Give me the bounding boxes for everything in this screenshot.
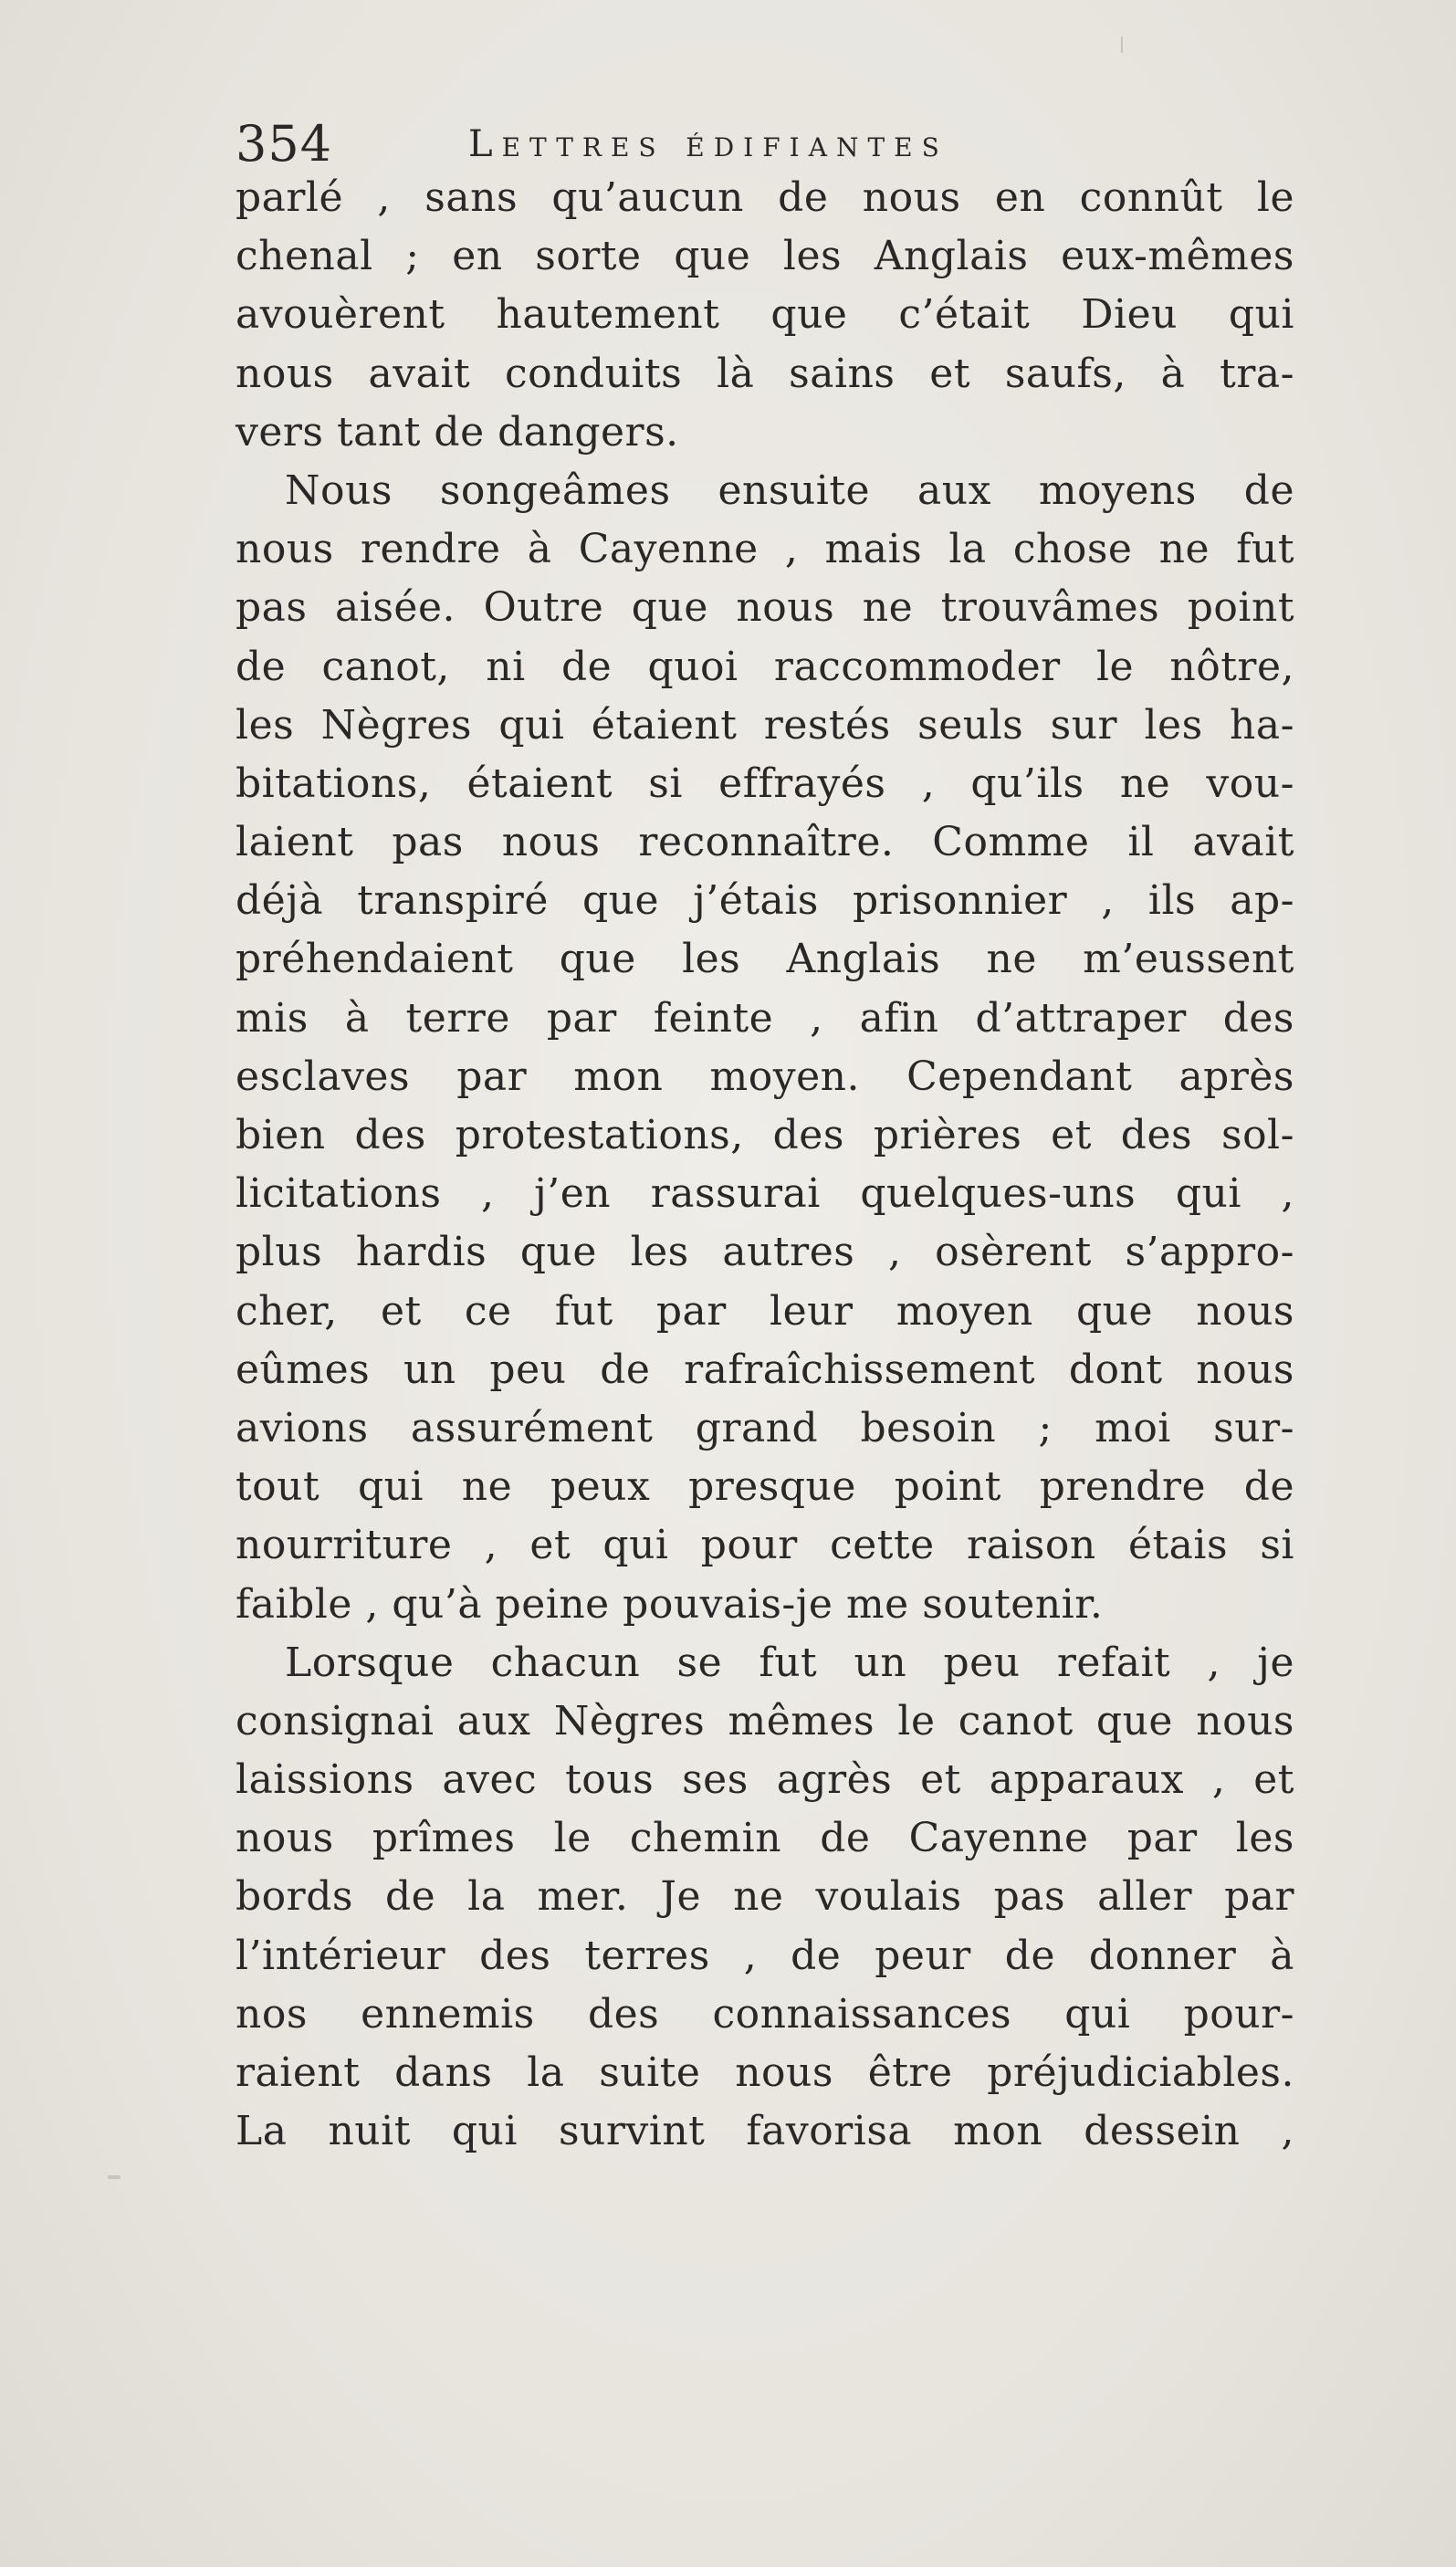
text-line: de canot, ni de quoi raccommoder le nôtre, (236, 643, 1294, 690)
text-line: bien des protestations, des prières et des sol- (236, 1112, 1294, 1158)
text-line: laissions avec tous ses agrès et apparaux , et (236, 1756, 1294, 1804)
text-line: nourriture , et qui pour cette raison étais si (236, 1522, 1294, 1569)
text-line: consignai aux Nègres mêmes le canot que nous (236, 1697, 1294, 1745)
text-line: laient pas nous reconnaître. Comme il avait (236, 819, 1294, 866)
page-speck (1121, 37, 1123, 53)
page-speck (108, 2175, 120, 2179)
body-text (236, 169, 1294, 2161)
text-line: avouèrent hautement que c’était Dieu qui (236, 291, 1294, 339)
text-line: l’intérieur des terres , de peur de donner à (236, 1932, 1294, 1979)
text-line: tout qui ne peux presque point prendre de (236, 1463, 1294, 1511)
text-line: La nuit qui survint favorisa mon dessein , (236, 2108, 1294, 2155)
text-line: préhendaient que les Anglais ne m’eussent (236, 936, 1294, 983)
text-line: plus hardis que les autres , osèrent s’appro- (236, 1229, 1294, 1276)
text-line: bitations, étaient si effrayés , qu’ils ne vou- (236, 760, 1294, 807)
paragraph-first-line: Lorsque chacun se fut un peu refait , je (285, 1639, 1294, 1686)
text-line: faible , qu’à peine pouvais-je me soutenir. (236, 1580, 1104, 1628)
text-line: les Nègres qui étaient restés seuls sur les ha- (236, 701, 1294, 749)
text-line: nous prîmes le chemin de Cayenne par les (236, 1815, 1294, 1862)
text-line: raient dans la suite nous être préjudiciables. (236, 2049, 1294, 2096)
paragraph-first-line: Nous songeâmes ensuite aux moyens de (285, 466, 1294, 514)
text-line: cher, et ce fut par leur moyen que nous (236, 1287, 1294, 1335)
text-line: licitations , j’en rassurai quelques-uns qui , (236, 1170, 1294, 1218)
text-line: nos ennemis des connaissances qui pour- (236, 1990, 1294, 2038)
text-line: eûmes un peu de rafraîchissement dont nous (236, 1346, 1294, 1393)
text-line: chenal ; en sorte que les Anglais eux-mêmes (236, 233, 1294, 280)
text-line: bords de la mer. Je ne voulais pas aller par (236, 1873, 1294, 1921)
text-line: nous rendre à Cayenne , mais la chose ne fut (236, 526, 1294, 573)
text-line: déjà transpiré que j’étais prisonnier , ils ap- (236, 877, 1294, 925)
page-header (236, 117, 1276, 172)
text-line: vers tant de dangers. (236, 408, 679, 456)
text-line: esclaves par mon moyen. Cependant après (236, 1053, 1294, 1100)
text-line: mis à terre par feinte , afin d’attraper des (236, 994, 1294, 1042)
text-line: nous avait conduits là sains et saufs, à tra- (236, 350, 1294, 397)
running-title: Lettres édifiantes (468, 123, 948, 165)
text-line: pas aisée. Outre que nous ne trouvâmes point (236, 584, 1294, 632)
page-number: 354 (236, 115, 333, 173)
text-line: parlé , sans qu’aucun de nous en connût le (236, 174, 1294, 221)
text-line: avions assurément grand besoin ; moi sur- (236, 1404, 1294, 1451)
